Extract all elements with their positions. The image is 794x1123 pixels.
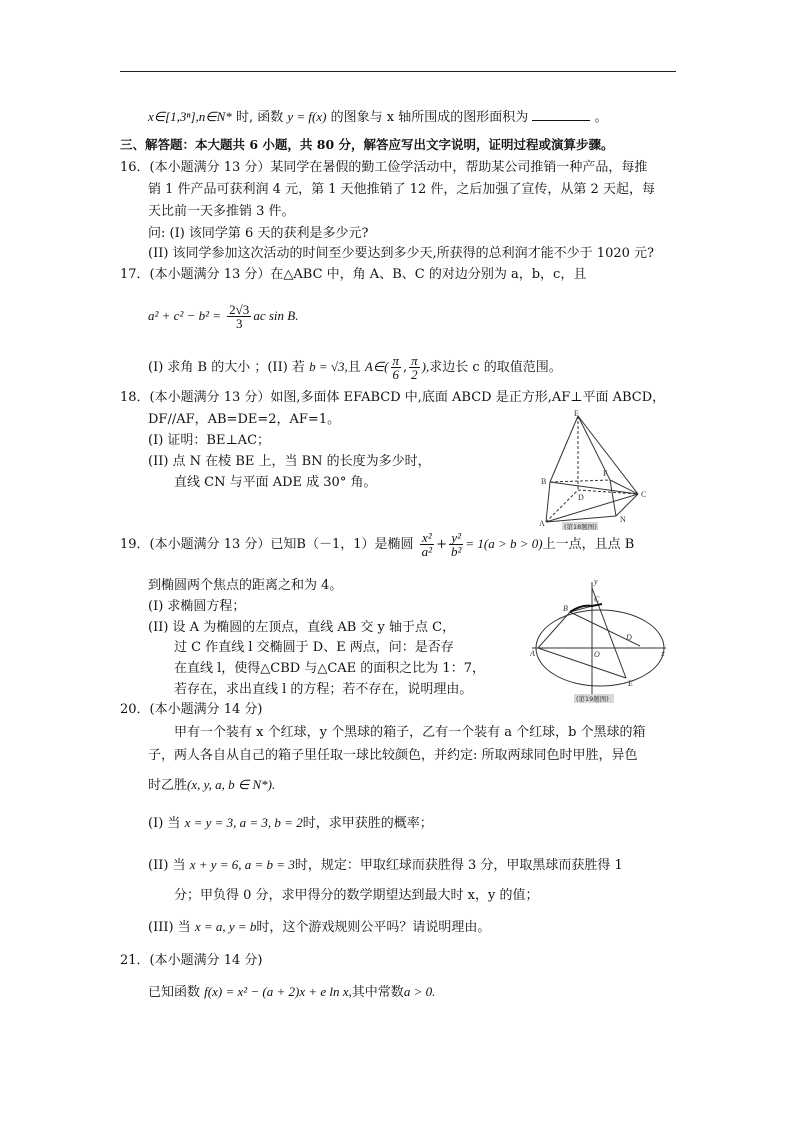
q21-line1: 21．(本小题满分 14 分) [120, 953, 263, 968]
q17-cond-end: ), [421, 359, 430, 374]
q19-cond: = 1(a > b > 0) [465, 536, 543, 551]
q18-line4: (II) 点 N 在棱 BE 上，当 BN 的长度为多少时， [148, 454, 431, 469]
q21-l2-math: f(x) = x² − (a + 2)x + e ln x, [204, 984, 352, 999]
q20-line8 [148, 919, 490, 936]
q17-parts: (I) 求角 B 的大小 ；(II) 若 b = √3,且 A∈( $\frac{\pi}{6}$ , $\frac{\pi}{2}$ ),求边长 c 的取值范围。 [148, 353, 562, 382]
label-N: N [620, 515, 626, 524]
q20-l4-math: (x, y, a, b ∈ N*). [187, 777, 276, 792]
q17-eq-denominator: 3 [235, 316, 243, 331]
q19-line5: 过 C 作直线 l 交椭圆于 D、E 两点，问：是否存 [174, 640, 454, 655]
q20-l8-b: 时，这个游戏规则公平吗？请说明理由。 [256, 920, 491, 935]
label-y: y [594, 577, 598, 586]
q20-line3: 子，两人各自从自己的箱子里任取一球比较颜色，并约定: 所取两球同色时甲胜，异色 [148, 748, 638, 763]
q21-l2-a: 已知函数 [148, 985, 201, 1000]
q18-line2: DF//AF，AB=DE=2，AF=1。 [148, 412, 341, 427]
q19-frac-x-num: x² [420, 531, 434, 545]
q19-line7: 若存在，求出直线 l 的方程；若不存在，说明理由。 [174, 682, 473, 697]
edge-D-C [578, 490, 638, 494]
q19-line2: 到椭圆两个焦点的距离之和为 4。 [148, 578, 343, 593]
edge-B-C [550, 482, 638, 494]
q20-l6-a: (II) 当 [148, 858, 186, 873]
q19-line1: 19．(本小题满分 13 分）已知B（－1，1）是椭圆 $\frac{\text{x²}}{\text{a²}}$ + $\frac{\text{y²}}{\text{b²}}$ = 1(a > b > 0)上一点，且点 B [120, 530, 635, 559]
section-3-heading: 三、解答题：本大题共 6 小题，共 80 分，解答应写出文字说明，证明过程或演算步骤。 [120, 137, 614, 152]
q19-frac-x [420, 531, 434, 558]
q20-l6-b: 时，规定：甲取红球而获胜得 3 分，甲取黑球而获胜得 1 [294, 858, 623, 873]
q16-line1: 16．(本小题满分 13 分）某同学在暑假的勤工俭学活动中，帮助某公司推销一种产品，每推 [120, 160, 648, 175]
q17-p1: (I) 求角 B 的大小 ；(II) 若 [148, 360, 305, 375]
line-A-E [538, 648, 626, 678]
label-C: C [594, 595, 600, 604]
q20-line5 [148, 815, 433, 832]
q19-p1: 19．(本小题满分 13 分）已知B（－1，1）是椭圆 [120, 537, 414, 552]
label-B: B [563, 604, 568, 613]
q20-l5-a: (I) 当 [148, 816, 181, 831]
label-F: F [603, 469, 608, 478]
q18-line3: (I) 证明：BE⊥AC； [148, 433, 271, 448]
q20-l5-math: x = y = 3, a = 3, b = 2 [184, 815, 303, 830]
edge-E-B [550, 416, 578, 482]
fig18-caption: (第18题图) [564, 523, 597, 531]
label-x: x [661, 649, 665, 658]
q17-frac-1 [391, 354, 402, 381]
ellipse-figure [530, 576, 670, 704]
label-E: E [628, 679, 633, 688]
label-E: E [574, 410, 579, 418]
header-rule [120, 71, 676, 72]
fig19-caption: (第19题图) [576, 695, 609, 703]
q17-cond-a: A∈( [364, 359, 389, 374]
q20-l8-a: (III) 当 [148, 920, 191, 935]
q18-line1: 18．(本小题满分 13 分）如图,多面体 EFABCD 中,底面 ABCD 是正方形,AF⊥平面 ABCD， [120, 390, 666, 405]
q15-function: y = f(x) [287, 109, 327, 124]
label-D: D [626, 633, 632, 642]
q17-eq-numerator: 2√3 [229, 302, 250, 317]
q20-line4 [148, 777, 275, 794]
q20-line1: 20．(本小题满分 14 分) [120, 702, 263, 717]
label-D: D [578, 493, 584, 502]
q15-tail [148, 108, 608, 126]
q16-line2: 销 1 件产品可获利润 4 元，第 1 天他推销了 12 件，之后加强了宣传，从第 2 天起，每 [148, 182, 655, 197]
q17-line1: 17．(本小题满分 13 分）在△ABC 中，角 A、B、C 的对边分别为 a，b，c，且 [120, 267, 587, 282]
q21-l2-cond: a > 0. [403, 984, 436, 999]
q17-frac-2 [409, 354, 420, 381]
q20-l6-math: x + y = 6, a = b = 3 [189, 857, 295, 872]
q20-line6 [148, 857, 623, 874]
q20-line7: 分；甲负得 0 分，求甲得分的数学期望达到最大时 x，y 的值； [174, 888, 539, 903]
q16-line4: 问: (I) 该同学第 6 天的获利是多少元? [148, 226, 369, 241]
q17-eq-fraction [227, 303, 251, 330]
q19-frac-x-den: a² [421, 544, 433, 559]
q15-condition: x∈[1,3ⁿ],n∈N* [148, 109, 232, 124]
q15-end: 。 [594, 110, 608, 125]
label-A: A [530, 649, 535, 658]
q20-l4-text: 时乙胜 [148, 778, 188, 793]
q17-p2: 且 [347, 360, 361, 375]
q20-line2: 甲有一个装有 x 个红球，y 个黑球的箱子，乙有一个装有 a 个红球，b 个黑球的箱 [174, 725, 646, 740]
q17-frac-2-den: 2 [411, 367, 418, 382]
q19-line4: (II) 设 A 为椭圆的左顶点，直线 AB 交 y 轴于点 C， [148, 620, 456, 635]
q17-frac-1-num: π [392, 353, 400, 368]
q19-frac-y-den: b² [450, 544, 462, 559]
edge-B-A [546, 482, 550, 522]
q18-line5: 直线 CN 与平面 ADE 成 30° 角。 [174, 475, 377, 490]
q17-eq-left: a² + c² − b² = [148, 308, 222, 323]
q17-equation [148, 300, 298, 333]
label-C: C [641, 490, 647, 499]
q15-text1: 时, 函数 [235, 110, 284, 125]
edge-B-F [550, 480, 610, 482]
label-A: A [539, 519, 545, 528]
q17-eq-right: ac sin B. [253, 308, 299, 323]
q19-line3: (I) 求椭圆方程； [148, 599, 246, 614]
q19-frac-y-num: y² [449, 531, 463, 545]
q16-line3: 天比前一天多推销 3 件。 [148, 204, 295, 219]
polyhedron-figure [538, 410, 664, 532]
edge-E-C [578, 416, 638, 494]
q21-line2 [148, 984, 435, 1001]
q17-frac-2-num: π [411, 353, 418, 368]
q16-line5: (II) 该同学参加这次活动的时间至少要达到多少天,所获得的总利润才能不少于 1020 元? [148, 246, 654, 261]
q17-frac-1-den: 6 [392, 367, 399, 382]
q17-cond-b: b = √3, [309, 359, 348, 374]
q19-p2: 上一点，且点 B [542, 537, 635, 552]
q15-text2: 的图象与 x 轴所围成的图形面积为 [330, 110, 529, 125]
label-O: O [594, 650, 600, 659]
label-B: B [541, 477, 547, 486]
q17-p3: 求边长 c 的取值范围。 [429, 360, 562, 375]
edge-F-base [610, 480, 616, 516]
q19-line6: 在直线 l，使得△CBD 与△CAE 的面积之比为 1：7， [174, 661, 485, 676]
q21-l2-b: 其中常数 [351, 985, 404, 1000]
q20-l8-math: x = a, y = b [194, 919, 257, 934]
q20-l5-b: 时，求甲获胜的概率； [302, 816, 433, 831]
q19-frac-y [449, 531, 463, 558]
answer-blank [532, 108, 590, 121]
